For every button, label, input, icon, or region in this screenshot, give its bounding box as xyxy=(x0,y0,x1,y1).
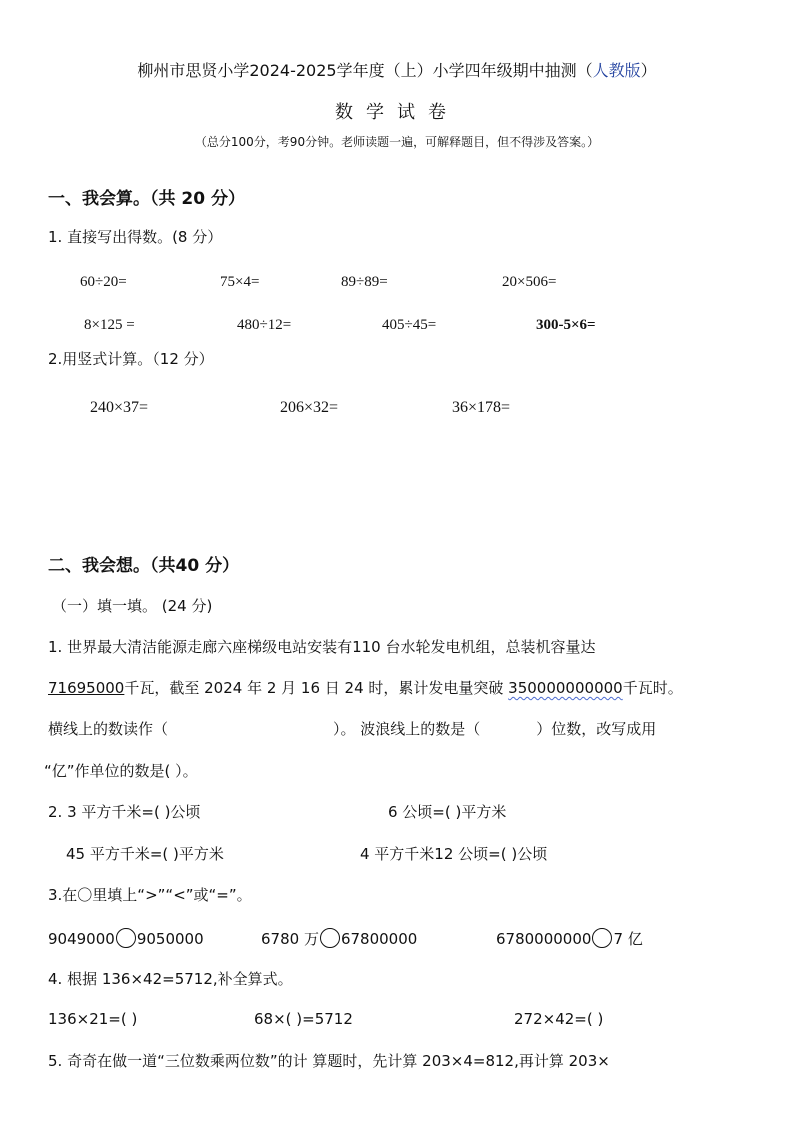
exam-title xyxy=(0,58,794,81)
calc-item: 405÷45= xyxy=(382,317,437,333)
calc-item: 75×4= xyxy=(220,274,260,290)
section1-q2-label: 2.用竖式计算。（12 分） xyxy=(48,350,214,368)
q4-item: 68×( )=5712 xyxy=(254,1010,353,1028)
q4-item: 136×21=( ) xyxy=(48,1010,138,1028)
calc-item: 20×506= xyxy=(502,274,557,290)
vertical-calc-item: 240×37= xyxy=(90,399,149,416)
calc-item: 60÷20= xyxy=(80,274,127,290)
compare-right: 9050000 xyxy=(136,930,204,948)
compare-right: 7 亿 xyxy=(613,930,643,948)
q2-item: 2. 3 平方千米=( )公顷 xyxy=(48,803,201,821)
q1-line3-c: ）位数，改写成用 xyxy=(536,720,657,738)
compare-left: 6780 万 xyxy=(261,930,319,948)
vertical-calc-item: 206×32= xyxy=(280,399,339,416)
section1-heading: 一、我会算。（共 20 分） xyxy=(48,189,245,209)
exam-subtitle: 数学试卷 xyxy=(335,102,459,123)
q2-item: 45 平方千米=( )平方米 xyxy=(66,845,224,863)
compare-right: 67800000 xyxy=(340,930,418,948)
underlined-number: 71695000 xyxy=(48,679,125,697)
edition-label: 人教版 xyxy=(592,61,641,80)
compare-left: 9049000 xyxy=(48,930,115,948)
compare-left: 6780000000 xyxy=(496,930,592,948)
q4-item: 272×42=( ) xyxy=(514,1010,604,1028)
compare-item xyxy=(48,928,204,948)
q2-item: 6 公顷=( )平方米 xyxy=(388,803,507,821)
compare-circle-icon[interactable] xyxy=(116,928,136,948)
calc-item: 300-5×6= xyxy=(536,317,596,333)
exam-note: （总分100分，考90分钟。老师读题一遍，可解释题目，但不得涉及答案。） xyxy=(194,135,600,149)
q4-label: 4. 根据 136×42=5712,补全算式。 xyxy=(48,970,293,988)
calc-item: 480÷12= xyxy=(237,317,292,333)
compare-circle-icon[interactable] xyxy=(320,928,340,948)
exam-title-main: 柳州市思贤小学2024-2025学年度（上）小学四年级期中抽测（ xyxy=(137,61,593,80)
q1-line4: “亿”作单位的数是( ）。 xyxy=(44,762,198,780)
q1-line3-b: ）。 波浪线上的数是（ xyxy=(333,720,481,738)
q2-item: 4 平方千米12 公顷=( )公顷 xyxy=(360,845,548,863)
q1-line2-mid: 千瓦，截至 2024 年 2 月 16 日 24 时，累计发电量突破 xyxy=(124,679,509,697)
calc-item: 89÷89= xyxy=(341,274,388,290)
compare-item xyxy=(496,928,643,949)
q5-line1: 5. 奇奇在做一道“三位数乘两位数”的计 算题时，先计算 203×4=812,再计算 203× xyxy=(48,1052,610,1070)
section2-heading: 二、我会想。（共40 分） xyxy=(48,556,240,576)
compare-item xyxy=(261,928,417,949)
q1-line1: 1. 世界最大清洁能源走廊六座梯级电站安装有110 台水轮发电机组，总装机容量达 xyxy=(48,638,596,656)
section1-q1-label: 1. 直接写出得数。(8 分） xyxy=(48,228,223,246)
calc-item: 8×125 = xyxy=(84,317,135,333)
q1-line2-end: 千瓦时。 xyxy=(622,679,683,697)
q1-line3-a: 横线上的数读作（ xyxy=(48,720,169,738)
q3-label: 3.在〇里填上“>”“<”或“=”。 xyxy=(48,886,252,904)
vertical-calc-item: 36×178= xyxy=(452,399,511,416)
q1-line2 xyxy=(48,677,683,698)
wavy-underlined-number: 350000000000 xyxy=(508,679,623,697)
section2-part1-label: （一）填一填。 (24 分) xyxy=(52,597,213,615)
exam-title-end: ） xyxy=(640,61,657,80)
q1-line3 xyxy=(48,718,656,739)
compare-circle-icon[interactable] xyxy=(592,928,612,948)
